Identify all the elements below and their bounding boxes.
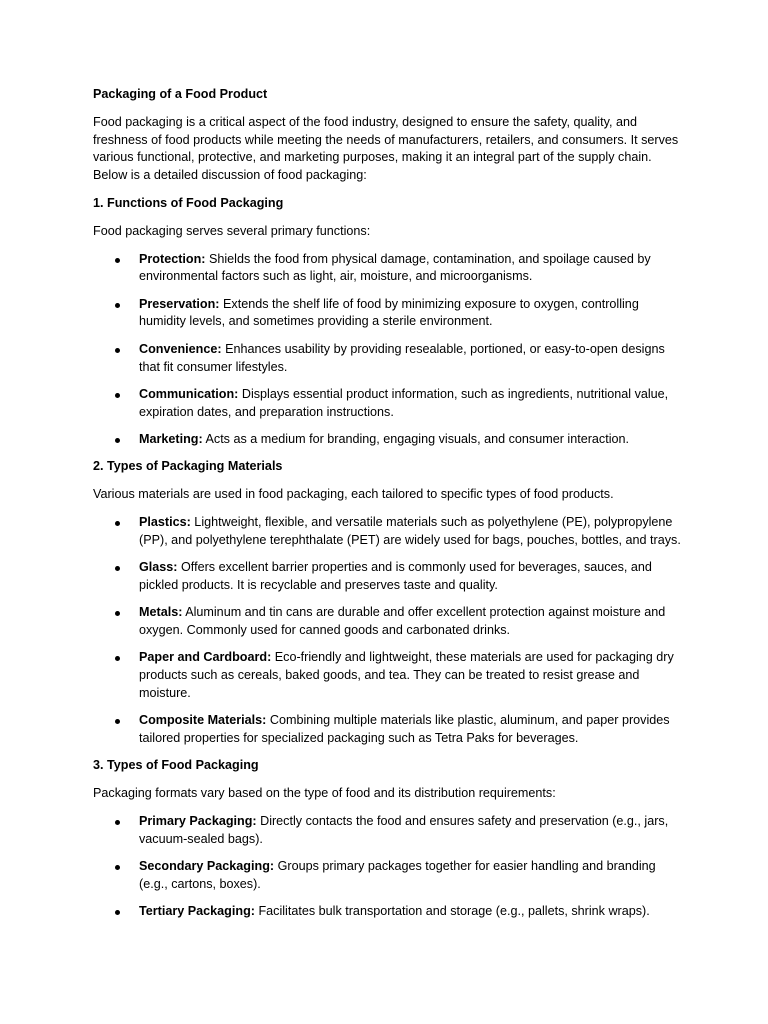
item-text: Acts as a medium for branding, engaging visuals, and consumer interaction. bbox=[202, 431, 630, 446]
bullet-icon bbox=[115, 566, 120, 571]
item-text: Offers excellent barrier properties and is commonly used for beverages, sauces, and pickled products. It is recyclable and preserves taste and quality. bbox=[139, 559, 652, 592]
item-term: Communication: bbox=[139, 386, 239, 401]
bullet-icon bbox=[115, 521, 120, 526]
bullet-list bbox=[93, 813, 683, 921]
list-item bbox=[93, 386, 683, 422]
list-item bbox=[93, 903, 683, 921]
bullet-icon bbox=[115, 820, 120, 825]
list-item bbox=[93, 712, 683, 748]
item-text: Groups primary packages together for easier handling and branding (e.g., cartons, boxes). bbox=[139, 858, 656, 891]
bullet-icon bbox=[115, 865, 120, 870]
intro-paragraph: Food packaging is a critical aspect of the food industry, designed to ensure the safety, quality, and freshness of food products while meeting the needs of manufacturers, retailers, and consumers. It serves various functional, protective, and marketing purposes, making it an integral part of the supply chain. Below is a detailed discussion of food packaging: bbox=[93, 114, 679, 183]
section-materials bbox=[93, 458, 683, 747]
section-heading: 1. Functions of Food Packaging bbox=[93, 195, 284, 210]
bullet-icon bbox=[115, 258, 120, 263]
section-lead: Packaging formats vary based on the type of food and its distribution requirements: bbox=[93, 785, 556, 800]
item-text: Eco-friendly and lightweight, these materials are used for packaging dry products such as cereals, baked goods, and tea. They can be treated to resist grease and moisture. bbox=[139, 650, 674, 700]
item-term: Protection: bbox=[139, 251, 206, 266]
section-lead: Various materials are used in food packaging, each tailored to specific types of food products. bbox=[93, 487, 614, 502]
section-heading: 2. Types of Packaging Materials bbox=[93, 459, 283, 474]
item-text: Enhances usability by providing resealable, portioned, or easy-to-open designs that fit consumer lifestyles. bbox=[139, 341, 665, 374]
bullet-icon bbox=[115, 438, 120, 443]
section-lead: Food packaging serves several primary functions: bbox=[93, 223, 371, 238]
item-text: Lightweight, flexible, and versatile materials such as polyethylene (PE), polypropylene (PP), and polyethylene terephthalate (PET) are widely used for bags, pouches, bottles, and trays. bbox=[139, 514, 681, 547]
item-text: Directly contacts the food and ensures safety and preservation (e.g., jars, vacuum-sealed bags). bbox=[139, 813, 669, 846]
bullet-icon bbox=[115, 611, 120, 616]
item-text: Displays essential product information, such as ingredients, nutritional value, expiration dates, and preparation instructions. bbox=[139, 386, 669, 419]
item-term: Paper and Cardboard: bbox=[139, 650, 272, 665]
list-item bbox=[93, 431, 683, 449]
list-item bbox=[93, 296, 683, 332]
bullet-list bbox=[93, 514, 683, 748]
item-term: Composite Materials: bbox=[139, 713, 267, 728]
section-functions bbox=[93, 195, 683, 449]
list-item bbox=[93, 858, 683, 894]
list-item bbox=[93, 251, 683, 287]
item-text: Aluminum and tin cans are durable and offer excellent protection against moisture and oxygen. Commonly used for canned goods and carbonated drinks. bbox=[139, 605, 666, 637]
section-heading: 3. Types of Food Packaging bbox=[93, 758, 259, 773]
bullet-list bbox=[93, 251, 683, 449]
item-text: Shields the food from physical damage, contamination, and spoilage caused by environmental factors such as light, air, moisture, and microorganisms. bbox=[139, 251, 651, 284]
item-term: Tertiary Packaging: bbox=[139, 903, 255, 918]
item-text: Facilitates bulk transportation and storage (e.g., pallets, shrink wraps). bbox=[254, 903, 650, 918]
bullet-icon bbox=[115, 910, 120, 915]
item-term: Marketing: bbox=[139, 431, 203, 446]
bullet-icon bbox=[115, 719, 120, 724]
item-text: Combining multiple materials like plastic, aluminum, and paper provides tailored properties for specialized packaging such as Tetra Paks for beverages. bbox=[139, 713, 670, 745]
bullet-icon bbox=[115, 348, 120, 353]
bullet-icon bbox=[115, 393, 120, 398]
list-item bbox=[93, 604, 683, 640]
list-item bbox=[93, 341, 683, 377]
document-title: Packaging of a Food Product bbox=[93, 87, 268, 101]
bullet-icon bbox=[115, 656, 120, 661]
bullet-icon bbox=[115, 303, 120, 308]
list-item bbox=[93, 559, 683, 595]
list-item bbox=[93, 514, 683, 550]
item-term: Primary Packaging: bbox=[139, 813, 257, 828]
list-item bbox=[93, 813, 683, 849]
section-packaging-types bbox=[93, 757, 683, 921]
item-term: Metals: bbox=[139, 605, 183, 620]
item-term: Plastics: bbox=[139, 514, 191, 529]
item-term: Glass: bbox=[139, 559, 178, 574]
item-term: Convenience: bbox=[139, 341, 222, 356]
item-term: Secondary Packaging: bbox=[139, 858, 275, 873]
document-body bbox=[93, 86, 683, 930]
item-text: Extends the shelf life of food by minimizing exposure to oxygen, controlling humidity levels, and sometimes providing a sterile environment. bbox=[139, 296, 639, 329]
list-item bbox=[93, 649, 683, 702]
item-term: Preservation: bbox=[139, 296, 220, 311]
